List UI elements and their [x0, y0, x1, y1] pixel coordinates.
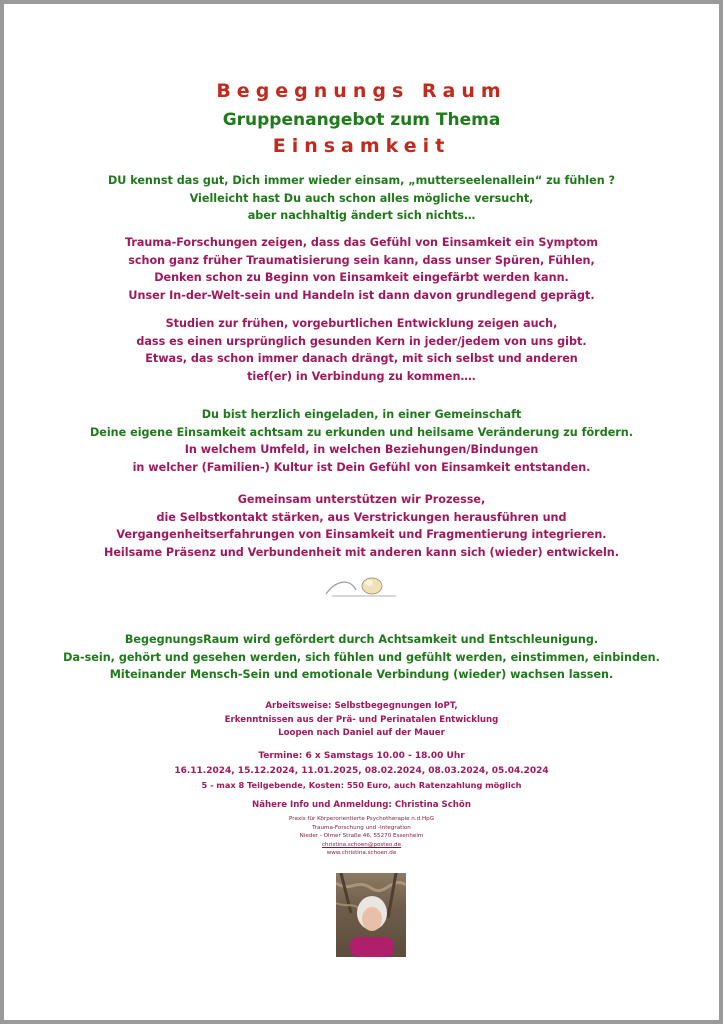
text-line: DU kennst das gut, Dich immer wieder einsam, „mutterseelenallein“ zu fühlen ?	[107, 174, 616, 187]
contact-line: Trauma-Forschung und -Integration	[312, 824, 411, 831]
text-line: tief(er) in Verbindung zu kommen….	[247, 369, 476, 383]
together-paragraph	[4, 491, 719, 561]
text-line: Gemeinsam unterstützen wir Prozesse,	[237, 493, 486, 506]
intro-paragraph	[4, 172, 719, 225]
text-line: BegegnungsRaum wird gefördert durch Achtsamkeit und Entschleunigung.	[124, 633, 599, 646]
dates-list: 16.11.2024, 15.12.2024, 11.01.2025, 08.02.2024, 08.03.2024, 05.04.2024	[174, 765, 549, 776]
text-line: schon ganz früher Traumatisierung sein kann, dass unser Spüren, Fühlen,	[128, 253, 595, 267]
invite-paragraph	[4, 406, 719, 476]
text-line: Erkenntnissen aus der Prä- und Perinatalen Entwicklung	[224, 714, 499, 725]
studies-paragraph	[4, 315, 719, 385]
text-line: Loopen nach Daniel auf der Mauer	[278, 728, 445, 738]
portrait-photo	[336, 873, 406, 957]
dates-block	[4, 749, 719, 793]
text-line: Trauma-Forschungen zeigen, dass das Gefühl von Einsamkeit ein Symptom	[124, 236, 599, 249]
text-line: Vielleicht hast Du auch schon alles mögliche versucht,	[189, 191, 534, 205]
dates-label: Termine: 6 x Samstags 10.00 - 18.00 Uhr	[258, 751, 465, 761]
text-line: Da-sein, gehört und gesehen werden, sich fühlen und gefühlt werden, einstimmen, einbinden.	[63, 650, 660, 664]
text-line: Deine eigene Einsamkeit achtsam zu erkunden und heilsame Veränderung zu fördern.	[89, 425, 634, 439]
text-line: aber nachhaltig ändert sich nichts…	[247, 209, 476, 222]
text-line: Vergangenheitserfahrungen von Einsamkeit und Fragmentierung integrieren.	[116, 528, 607, 541]
flyer-page	[4, 4, 719, 1020]
text-line: In welchem Umfeld, in welchen Beziehungen/Bindungen	[184, 443, 539, 456]
contact-line: Nieder - Olmer Straße 46, 55270 Essenheim	[299, 833, 424, 840]
dates-info: 5 - max 8 Teilgebende, Kosten: 550 Euro, auch Ratenzahlung möglich	[201, 780, 522, 790]
text-line: Arbeitsweise: Selbstbegegnungen IoPT,	[265, 701, 458, 711]
text-line: Heilsame Präsenz und Verbundenheit mit anderen kann sich (wieder) entwickeln.	[103, 545, 620, 559]
text-line: Etwas, das schon immer danach drängt, mit sich selbst und anderen	[145, 352, 578, 365]
email-link[interactable]: christina.schoen@posteo.de	[321, 841, 402, 848]
closing-paragraph	[4, 631, 719, 684]
text-line: Miteinander Mensch-Sein und emotionale Verbindung (wieder) wachsen lassen.	[109, 668, 614, 681]
contact-details	[4, 815, 719, 858]
text-line: in welcher (Familien-) Kultur ist Dein Gefühl von Einsamkeit entstanden.	[132, 460, 591, 474]
subtitle: Gruppenangebot zum Thema	[222, 110, 501, 130]
contact-line: Praxis für Körperorientierte Psychotherapie n.d.HpG	[288, 816, 435, 822]
egg-swirl-ornament	[322, 570, 402, 600]
website-link[interactable]: www.christina.schoen.de	[326, 850, 397, 857]
contact-heading: Nähere Info und Anmeldung: Christina Schön	[252, 800, 471, 810]
method-paragraph	[4, 700, 719, 741]
text-line: dass es einen ursprünglich gesunden Kern in jeder/jedem von uns gibt.	[136, 334, 587, 348]
text-line: Du bist herzlich eingeladen, in einer Gemeinschaft	[201, 408, 522, 421]
text-line: Unser In-der-Welt-sein und Handeln ist dann davon grundlegend geprägt.	[128, 288, 595, 302]
text-line: die Selbstkontakt stärken, aus Verstrickungen herausführen und	[156, 510, 567, 524]
trauma-paragraph	[4, 234, 719, 304]
text-line: Denken schon zu Beginn von Einsamkeit eingefärbt werden kann.	[154, 271, 569, 284]
topic-title: Einsamkeit	[272, 135, 451, 157]
title: Begegnungs Raum	[216, 80, 507, 102]
text-line: Studien zur frühen, vorgeburtlichen Entwicklung zeigen auch,	[165, 317, 558, 330]
